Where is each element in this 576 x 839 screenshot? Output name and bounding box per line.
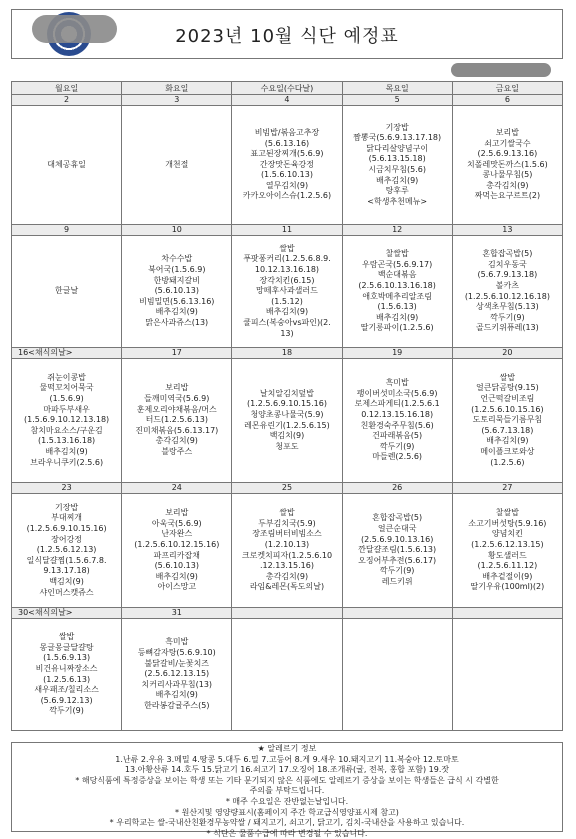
- meal-item: 깍두기(9): [379, 566, 415, 576]
- meal-items: [122, 619, 231, 730]
- meal-item: 얼큰닭곰탕(9.15): [476, 383, 539, 393]
- meal-item: 깍두기(9): [379, 441, 415, 451]
- meal-item: 레몬유린기(1.2.5.6.15): [244, 420, 330, 430]
- day-number: 12: [343, 225, 452, 236]
- meal-items: [12, 359, 121, 482]
- day-number: 2: [12, 95, 121, 106]
- meal-item: 오징어부추전(5.6.17): [358, 555, 437, 565]
- meal-item: 맑은사과쥬스(13): [145, 317, 209, 327]
- meal-item: .12.13.15.16): [259, 561, 314, 571]
- meal-item: (1.5.12): [271, 296, 303, 306]
- meal-item: (2.5.6.9.10.13.16): [360, 534, 434, 544]
- meal-items: [122, 359, 231, 482]
- day-cell: [12, 483, 122, 608]
- day-number: 3: [122, 95, 231, 106]
- day-cell: [12, 225, 122, 348]
- meal-items: [453, 106, 562, 224]
- day-number: 20: [453, 348, 562, 359]
- meal-items: [122, 494, 231, 607]
- meal-item: 기장밥: [55, 502, 79, 512]
- day-number: 4: [232, 95, 341, 106]
- meal-item: 백순대볶음: [377, 270, 417, 280]
- meal-item: 콩나물무침(5): [482, 170, 533, 180]
- meal-item: 비빔밥/볶음고추장: [254, 127, 320, 137]
- meal-item: 대체공휴일: [47, 159, 86, 169]
- meal-item: 푸팟퐁커리(1.2.5.6.8.9.: [243, 254, 331, 264]
- meal-item: (1.5.6.9.13): [43, 653, 91, 663]
- day-cell: [232, 348, 342, 483]
- day-cell: [232, 483, 342, 608]
- meal-item: 등뼈감자탕(5.6.9.10): [137, 648, 216, 658]
- meal-item: 터드(1.2.5.6.13): [145, 415, 208, 425]
- meal-item: (1.2.5.6.10.12.15.16): [134, 539, 220, 549]
- meal-item: 아욱국(5.6.9): [151, 518, 202, 528]
- weekday-header: 월요일: [12, 82, 122, 95]
- day-number: 10: [122, 225, 231, 236]
- menu-page: [11, 9, 563, 838]
- day-cell: [122, 348, 232, 483]
- day-cell: [122, 608, 232, 731]
- meal-item: (1.2.5.6.12.13.15): [471, 539, 544, 549]
- meal-items: [122, 106, 231, 224]
- meal-items: [453, 236, 562, 347]
- meal-item: 배추김치(9): [376, 175, 419, 185]
- meal-item: (1.5.6.13): [377, 302, 417, 312]
- week-row: [12, 225, 563, 348]
- meal-item: (2.5.6.12.13.15): [144, 669, 210, 679]
- meal-item: 10.12.13.16.18): [254, 265, 320, 275]
- meal-items: [232, 106, 341, 224]
- meal-items: [453, 494, 562, 607]
- meal-item: 한방돼지갈비: [153, 275, 200, 285]
- meal-item: 크로켓치피자(1.2.5.6.10: [241, 550, 333, 560]
- day-cell: [452, 483, 562, 608]
- meal-item: 로제스파게티(1.2.5.6.1: [354, 399, 440, 409]
- meal-item: 배추김치(9): [155, 571, 198, 581]
- meal-item: 깐달걀조림(1.5.6.13): [358, 545, 437, 555]
- day-cell: [12, 348, 122, 483]
- day-number: 25: [232, 483, 341, 494]
- meal-item: 보리밥: [495, 127, 519, 137]
- meal-item: 쇠고기쌀국수: [484, 138, 531, 148]
- day-number: 9: [12, 225, 121, 236]
- meal-item: (1.2.5.6.9.10.15.16): [246, 399, 327, 409]
- meal-item: 간장맛돈육강정: [259, 159, 315, 169]
- meal-item: 친환경숙주무침(5.6): [360, 420, 434, 430]
- day-number: [343, 608, 452, 619]
- header: [11, 9, 563, 59]
- meal-item: 배추겉절이(9): [482, 571, 533, 581]
- day-number: 27: [453, 483, 562, 494]
- day-number: 31: [122, 608, 231, 619]
- meal-items: [232, 494, 341, 607]
- meal-item: 청양초콩나물국(5.9): [250, 409, 324, 419]
- meal-item: 파프리카잡채: [153, 550, 200, 560]
- meal-item: 진미채볶음(5.6.13.17): [135, 425, 219, 435]
- meal-item: 소고기버섯탕(5.9.16): [468, 518, 547, 528]
- meal-item: 얼큰순대국: [377, 524, 417, 534]
- meal-item: 비빔밀면(5.6.13.16): [139, 296, 215, 306]
- day-cell: [452, 348, 562, 483]
- day-cell: [12, 608, 122, 731]
- meal-item: 차수수밥: [161, 254, 193, 264]
- meal-item: 라임&레몬(독도의날): [249, 582, 325, 592]
- meal-item: 골드키위퓨레(13): [475, 323, 539, 333]
- meal-item: 열무김치(9): [265, 180, 309, 190]
- meal-item: 기장밥: [385, 122, 409, 132]
- day-cell: [232, 95, 342, 225]
- day-cell: [122, 225, 232, 348]
- weekday-header-row: [12, 82, 563, 95]
- day-cell: [122, 483, 232, 608]
- meal-item: 배추김치(9): [155, 690, 198, 700]
- meal-item: 보리밥: [165, 508, 189, 518]
- meal-item: (1.2.5.6.13): [43, 674, 91, 684]
- menu-table: [11, 81, 563, 731]
- meal-item: (1.5.13.16.18): [38, 436, 96, 446]
- meal-item: (5.6.10.13): [154, 286, 199, 296]
- meal-item: 부대찌개: [51, 513, 83, 523]
- meal-item: 시금치무침(5.6): [368, 165, 426, 174]
- meal-item: (5.6.10.13): [154, 561, 199, 571]
- footer-line: 주의를 부탁드립니다.: [249, 786, 325, 796]
- meal-items: [12, 106, 121, 224]
- meal-item: (5.6.9.12.13): [40, 695, 93, 705]
- meal-item: 짬뽕국(5.6.9.13.17.18): [353, 133, 442, 143]
- meal-item: 총각김치(9): [265, 571, 309, 581]
- meal-item: 쌀밥: [58, 632, 75, 642]
- day-cell: [232, 608, 342, 731]
- meal-item: (5.6.13.15.18): [368, 154, 426, 164]
- meal-item: 카카오아이스슈(1.2.5.6): [242, 191, 332, 201]
- meal-item: 날치알김치덮밥: [259, 388, 315, 398]
- meal-item: 찰쌀밥: [385, 249, 409, 259]
- meal-items: [343, 619, 452, 730]
- meal-item: 짜먹는요구르트(2): [474, 191, 541, 201]
- meal-item: (1.2.10.13): [264, 539, 310, 549]
- day-cell: [452, 95, 562, 225]
- meal-item: 상색초무침(5.13): [476, 302, 539, 312]
- redacted-label: [451, 63, 551, 77]
- meal-item: 배추김치(9): [486, 436, 529, 446]
- day-number: 13: [453, 225, 562, 236]
- day-number: 23: [12, 483, 121, 494]
- meal-items: [12, 619, 121, 730]
- meal-item: (1.2.5.6.10.12.16.18): [464, 291, 550, 301]
- footer-line: * 식단은 물품수급에 따라 변경될 수 있습니다.: [206, 828, 368, 838]
- meal-item: 치폴레맛돈까스(1.5.6): [467, 159, 548, 169]
- day-number: 18: [232, 348, 341, 359]
- meal-item: 도토리묵들기름무침: [472, 415, 543, 425]
- meal-item: 난자완스: [161, 529, 193, 539]
- day-cell: [232, 225, 342, 348]
- day-cell: [12, 95, 122, 225]
- footer-line: ★ 알레르기 정보: [257, 744, 317, 753]
- meal-item: 레드키위: [381, 576, 413, 586]
- meal-item: 두부김치국(5.9): [258, 518, 316, 528]
- meal-item: 들깨미역국(5.6.9): [144, 394, 210, 404]
- meal-item: 아이스망고: [157, 582, 197, 592]
- week-row: [12, 483, 563, 608]
- meal-item: 블랑주스: [161, 446, 193, 456]
- meal-item: 김치우동국: [488, 259, 527, 269]
- meal-item: (1.5.6.9.10.12.13.18): [24, 415, 110, 425]
- meal-items: [453, 359, 562, 482]
- day-number: 26: [343, 483, 452, 494]
- meal-item: 닭다리살양념구이: [366, 143, 429, 153]
- meal-item: 메이플크로와상: [480, 446, 535, 456]
- meal-item: 배추김치(9): [265, 307, 309, 317]
- meal-item: 흑미밥: [165, 637, 189, 647]
- allergy-info: [11, 742, 563, 838]
- week-row: [12, 348, 563, 483]
- page-title: 2023년 10월 식단 예정표: [175, 26, 399, 47]
- meal-item: 양념치킨: [491, 529, 523, 539]
- meal-item: (1.2.5.6.12.13): [36, 545, 97, 555]
- meal-item: 브라우니쿠키(2.5.6): [30, 457, 104, 467]
- day-number: [232, 608, 341, 619]
- meal-item: 언근떡갈비조림: [480, 394, 535, 404]
- day-cell: [342, 95, 452, 225]
- meal-item: 훈제오리야채볶음/머스: [136, 404, 217, 414]
- meal-item: 총각김치(9): [155, 436, 198, 446]
- meal-item: 애호박메추리알조림: [362, 291, 432, 301]
- meal-items: [12, 494, 121, 607]
- meal-item: (2.5.6.9.13.16): [477, 149, 538, 159]
- meal-item: 마들렌(2.5.6): [372, 452, 423, 462]
- meal-item: 비건유니짜장소스: [35, 663, 98, 673]
- meal-items: [232, 236, 341, 347]
- meal-items: [343, 236, 452, 347]
- meal-item: 장조림버터비빔소스: [252, 529, 322, 539]
- meal-item: 우람곤국(5.6.9.17): [362, 259, 433, 269]
- meal-item: 탕후루: [385, 186, 409, 196]
- meal-item: 13): [280, 328, 294, 338]
- meal-item: 찰쌀밥: [495, 508, 519, 518]
- day-number: 11: [232, 225, 341, 236]
- meal-item: (1.5.6.10.13): [260, 170, 313, 180]
- day-cell: [342, 348, 452, 483]
- meal-item: 배추김치(9): [155, 307, 198, 317]
- day-number: 19: [343, 348, 452, 359]
- day-cell: [342, 608, 452, 731]
- day-number: 24: [122, 483, 231, 494]
- meal-item: 혼합잡곡밥(5): [372, 513, 423, 523]
- meal-item: 보리밥: [165, 383, 189, 393]
- meal-item: 0.12.13.15.16.18): [361, 409, 434, 419]
- week-row: [12, 608, 563, 731]
- meal-item: 9.13.17.18): [43, 566, 90, 576]
- meal-item: 북어국(1.5.6.9): [148, 265, 206, 275]
- meal-item: 백김치(9): [269, 431, 305, 441]
- meal-item: 쥐눈이콩밥: [47, 372, 86, 382]
- footer-line: 13.아황산류 14.호두 15.닭고기 16.쇠고기 17.오징어 18.조개류(굴, 전복, 홍합 포함) 19.잣: [124, 765, 450, 775]
- meal-item: 장각치킨(6.15): [259, 275, 315, 285]
- meal-item: (5.6.7.9.13.18): [477, 270, 538, 280]
- day-cell: [452, 225, 562, 348]
- meal-item: 마파두부새우: [43, 404, 90, 414]
- meal-item: 불닭갈비/눈꽃치즈: [144, 658, 210, 668]
- day-number: 5: [343, 95, 452, 106]
- week-row: [12, 95, 563, 225]
- meal-item: 개천절: [165, 159, 189, 169]
- meal-item: 쿨피스(복숭아vs파인)(2.: [243, 317, 331, 327]
- meal-item: 쌀밥: [279, 508, 295, 518]
- meal-item: 배추김치(9): [45, 446, 88, 456]
- meal-items: [343, 106, 452, 224]
- meal-items: [12, 236, 121, 347]
- day-cell: [452, 608, 562, 731]
- day-cell: [122, 95, 232, 225]
- day-number: 30<채식의날>: [12, 608, 121, 619]
- meal-items: [232, 619, 341, 730]
- meal-item: 건파래볶음(5): [372, 431, 423, 441]
- meal-item: 참치마요소스/구운김: [30, 425, 103, 435]
- meal-item: 샤인머스캣쥬스: [39, 587, 94, 597]
- meal-item: 황도샐러드: [488, 550, 527, 560]
- footer-line: * 우리학교는 쌀-국내산친환경무농약쌀 / 돼지고기, 쇠고기, 닭고기, 김치-국내산을 사용하고 있습니다.: [109, 818, 465, 828]
- meal-item: 볼카츠: [495, 280, 519, 290]
- meal-item: 쌀밥: [279, 243, 295, 253]
- meal-items: [343, 494, 452, 607]
- day-cell: [342, 225, 452, 348]
- meal-item: 배추김치(9): [376, 312, 419, 322]
- meal-item: 깍두기(9): [490, 312, 525, 322]
- meal-item: 망떼후사과샐러드: [256, 286, 318, 296]
- meal-items: [122, 236, 231, 347]
- meal-item: 장어강정: [51, 534, 83, 544]
- meal-item: 혼합잡곡밥(5): [482, 249, 533, 259]
- weekday-header: 수요일(수다날): [232, 82, 342, 95]
- meal-item: (1.2.5.6.10.15.16): [471, 404, 544, 414]
- meal-item: 한라봉감귤주스(5): [144, 700, 210, 710]
- meal-item: 일식달걀찜(1.5.6.7.8.: [26, 555, 107, 565]
- footer-line: * 해당식품에 특정증상을 보이는 학생 또는 기타 문기되지 않은 식품에도 알레르기 증상을 보이는 학생들은 급식 시 각별한: [75, 775, 499, 785]
- meal-item: 딸기우유(100ml)(2): [470, 582, 545, 592]
- meal-item: 몽글몽글달걀탕: [39, 642, 94, 652]
- day-number: 16<채식의날>: [12, 348, 121, 359]
- meal-item: <학생추천메뉴>: [367, 196, 428, 206]
- footer-line: * 원산지및 영양량표시(홈페이지 주간 학교급식영양표시제 참고): [175, 807, 399, 817]
- meal-item: 표고된장찌개(5.6.9): [250, 149, 324, 159]
- meal-item: 물떡꼬치어묵국: [39, 383, 94, 393]
- meal-items: [453, 619, 562, 730]
- meal-item: 새우패조/칠리소스: [34, 685, 99, 695]
- weekday-header: 화요일: [122, 82, 232, 95]
- meal-item: 흑미밥: [385, 378, 409, 388]
- day-number: [453, 608, 562, 619]
- meal-item: (2.5.6.10.13.16.18): [358, 280, 436, 290]
- weekday-header: 금요일: [452, 82, 562, 95]
- footer-line: * 매주 수요일은 잔반없는날입니다.: [225, 796, 349, 806]
- meal-item: 총각김치(9): [486, 180, 529, 190]
- meal-items: [343, 359, 452, 482]
- day-number: 17: [122, 348, 231, 359]
- meal-item: (1.5.6.9): [49, 394, 84, 404]
- meal-item: 딸기롱파이(1.2.5.6): [360, 323, 434, 333]
- meal-item: 백김치(9): [49, 576, 84, 586]
- meal-item: (5.6.7.13.18): [481, 425, 534, 435]
- meal-item: 치커리사과무침(13): [141, 679, 213, 689]
- meal-item: 쌀밥: [499, 372, 516, 382]
- weekday-header: 목요일: [342, 82, 452, 95]
- meal-item: 깍두기(9): [49, 706, 84, 716]
- meal-items: [232, 359, 341, 482]
- meal-item: 팽이버섯미소국(5.6.9): [356, 388, 438, 398]
- meal-item: 한글날: [55, 286, 79, 296]
- day-number: 6: [453, 95, 562, 106]
- meal-item: (1.2.5.6): [490, 457, 525, 467]
- meal-item: 청포도: [275, 441, 299, 451]
- footer-line: 1.난류 2.우유 3.메밀 4.땅콩 5.대두 6.밀 7.고등어 8.게 9.새우 10.돼지고기 11.복숭아 12.토마토: [115, 754, 459, 764]
- meal-item: (5.6.13.16): [264, 138, 310, 148]
- day-cell: [342, 483, 452, 608]
- meal-item: (1.2.5.6.9.10.15.16): [26, 524, 107, 534]
- meal-item: (1.2.5.6.11.12): [477, 561, 538, 571]
